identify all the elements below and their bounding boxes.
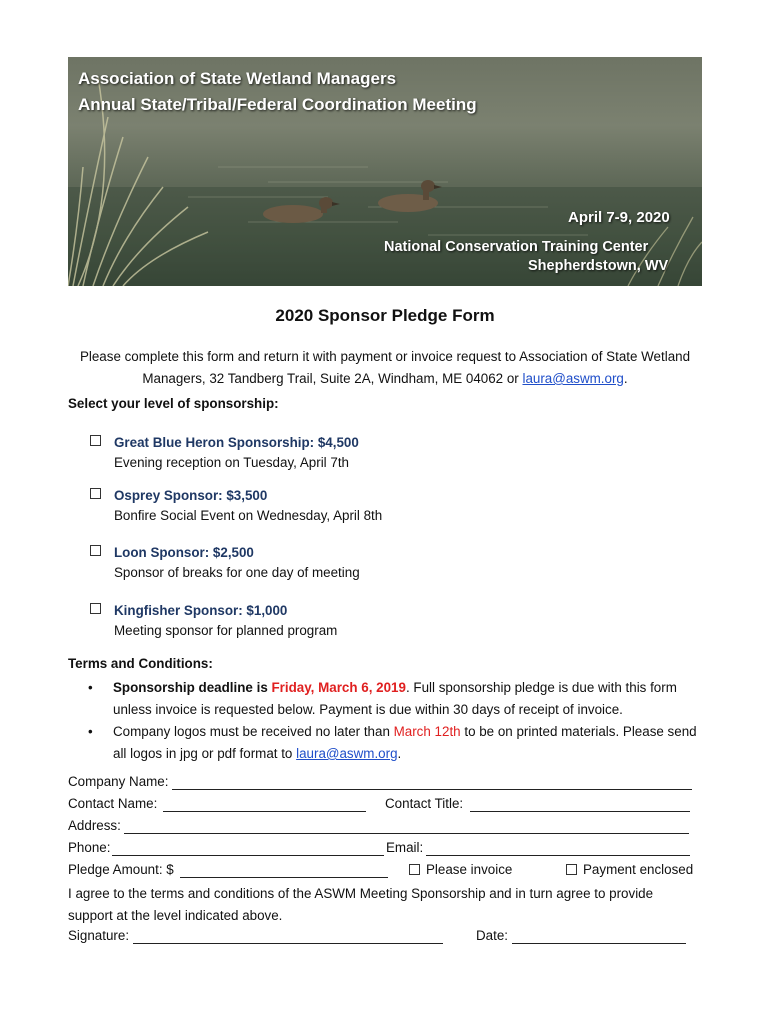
phone-field[interactable] [112,855,384,856]
bullet-dot: • [88,680,93,695]
deadline-rest: . Full sponsorship pledge is due with this form unless invoice is requested below. Payment is due within 30 days of receipt of invoice. [113,680,677,717]
company-name-label: Company Name: [68,774,169,789]
phone-label: Phone: [68,840,111,855]
pledge-amount-field[interactable] [180,877,388,878]
banner-dates: April 7-9, 2020 [568,209,670,226]
payment-checkbox[interactable] [566,864,577,875]
address-field[interactable] [124,833,689,834]
payment-enclosed-option[interactable] [566,862,693,877]
intro-end: . [623,371,628,386]
select-level-label: Select your level of sponsorship: [68,396,279,411]
checkbox[interactable] [90,488,101,499]
option-desc: Evening reception on Tuesday, April 7th [114,455,349,470]
please-invoice-option[interactable] [409,862,512,877]
please-invoice-label: Please invoice [426,862,513,877]
option-desc: Meeting sponsor for planned program [114,623,338,638]
deadline-date: Friday, March 6, 2019 [271,680,406,695]
banner-meeting-name: Annual State/Tribal/Federal Coordination Meeting [78,95,477,114]
option-name: Kingfisher Sponsor: $1,000 [114,603,288,618]
option-desc: Sponsor of breaks for one day of meeting [114,565,360,580]
option-name: Osprey Sponsor: $3,500 [114,488,268,503]
date-field[interactable] [512,943,686,944]
contact-name-field[interactable] [163,811,366,812]
contact-title-field[interactable] [470,811,690,812]
email-field[interactable] [426,855,690,856]
invoice-checkbox[interactable] [409,864,420,875]
bullet-text [113,677,698,721]
checkbox[interactable] [90,545,101,556]
signature-label: Signature: [68,928,130,943]
logos-rest: to be on printed materials. Please send all logos in jpg or pdf format to [113,724,697,761]
signature-field[interactable] [133,943,443,944]
banner-org-name: Association of State Wetland Managers [78,69,397,88]
bullet-dot: • [88,724,93,739]
contact-title-label: Contact Title: [385,796,464,811]
bullet-text [113,721,698,765]
payment-enclosed-label: Payment enclosed [583,862,694,877]
logos-end: . [397,746,402,761]
banner-location: Shepherdstown, WV [528,258,669,274]
agreement-text: I agree to the terms and conditions of the ASWM Meeting Sponsorship and in turn agree to provide support at the level indicated above. [68,886,654,923]
pledge-amount-label: Pledge Amount: $ [68,862,174,877]
logos-date: March 12th [393,724,461,739]
page-title: 2020 Sponsor Pledge Form [275,306,495,325]
logos-text: Company logos must be received no later than [113,724,394,739]
option-desc: Bonfire Social Event on Wednesday, April 8th [114,508,383,523]
date-label: Date: [476,928,509,943]
email-label: Email: [386,840,424,855]
terms-heading: Terms and Conditions: [68,656,213,671]
checkbox[interactable] [90,603,101,614]
intro-email-link[interactable]: laura@aswm.org [522,371,624,386]
company-name-field[interactable] [172,789,692,790]
checkbox[interactable] [90,435,101,446]
header-banner [68,57,702,286]
logos-email-link[interactable]: laura@aswm.org [296,746,398,761]
intro-text: Please complete this form and return it with payment or invoice request to Association of State Wetland Managers, 32 Tandberg Trail, Suite 2A, Windham, ME 04062 or [79,349,691,386]
deadline-label: Sponsorship deadline is [113,680,272,695]
contact-name-label: Contact Name: [68,796,158,811]
option-name: Great Blue Heron Sponsorship: $4,500 [114,435,359,450]
banner-venue: National Conservation Training Center [384,239,649,255]
address-label: Address: [68,818,121,833]
intro-paragraph [70,346,700,390]
option-name: Loon Sponsor: $2,500 [114,545,254,560]
